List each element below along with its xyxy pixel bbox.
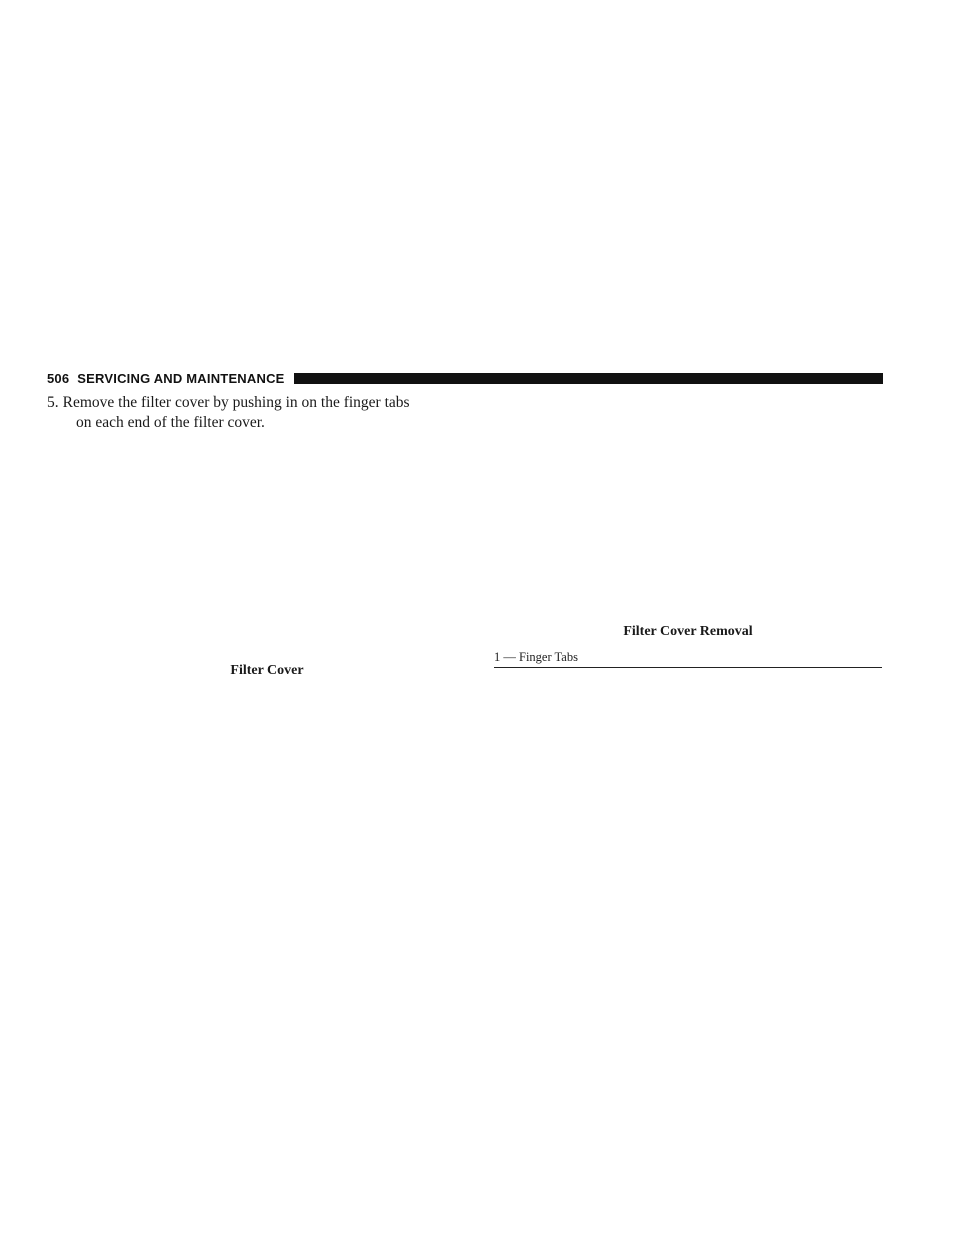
page-number: 506 — [47, 370, 70, 386]
step-text-line-2: on each end of the filter cover. — [76, 414, 265, 431]
figure-divider — [494, 667, 882, 668]
step-text-line-1: Remove the filter cover by pushing in on the finger tabs — [62, 394, 410, 411]
filter-cover-removal-figure — [494, 393, 882, 618]
header-rule-bar — [294, 373, 883, 384]
step-line-1 — [47, 393, 467, 413]
step-number: 5. — [47, 394, 59, 411]
filter-cover-figure — [47, 440, 467, 655]
instruction-step — [47, 393, 467, 433]
filter-cover-removal-caption: Filter Cover Removal — [623, 624, 753, 639]
figure-legend: 1 — Finger Tabs — [494, 650, 578, 664]
page-header — [47, 370, 883, 386]
filter-cover-caption: Filter Cover — [230, 663, 304, 678]
section-title: SERVICING AND MAINTENANCE — [77, 370, 285, 386]
